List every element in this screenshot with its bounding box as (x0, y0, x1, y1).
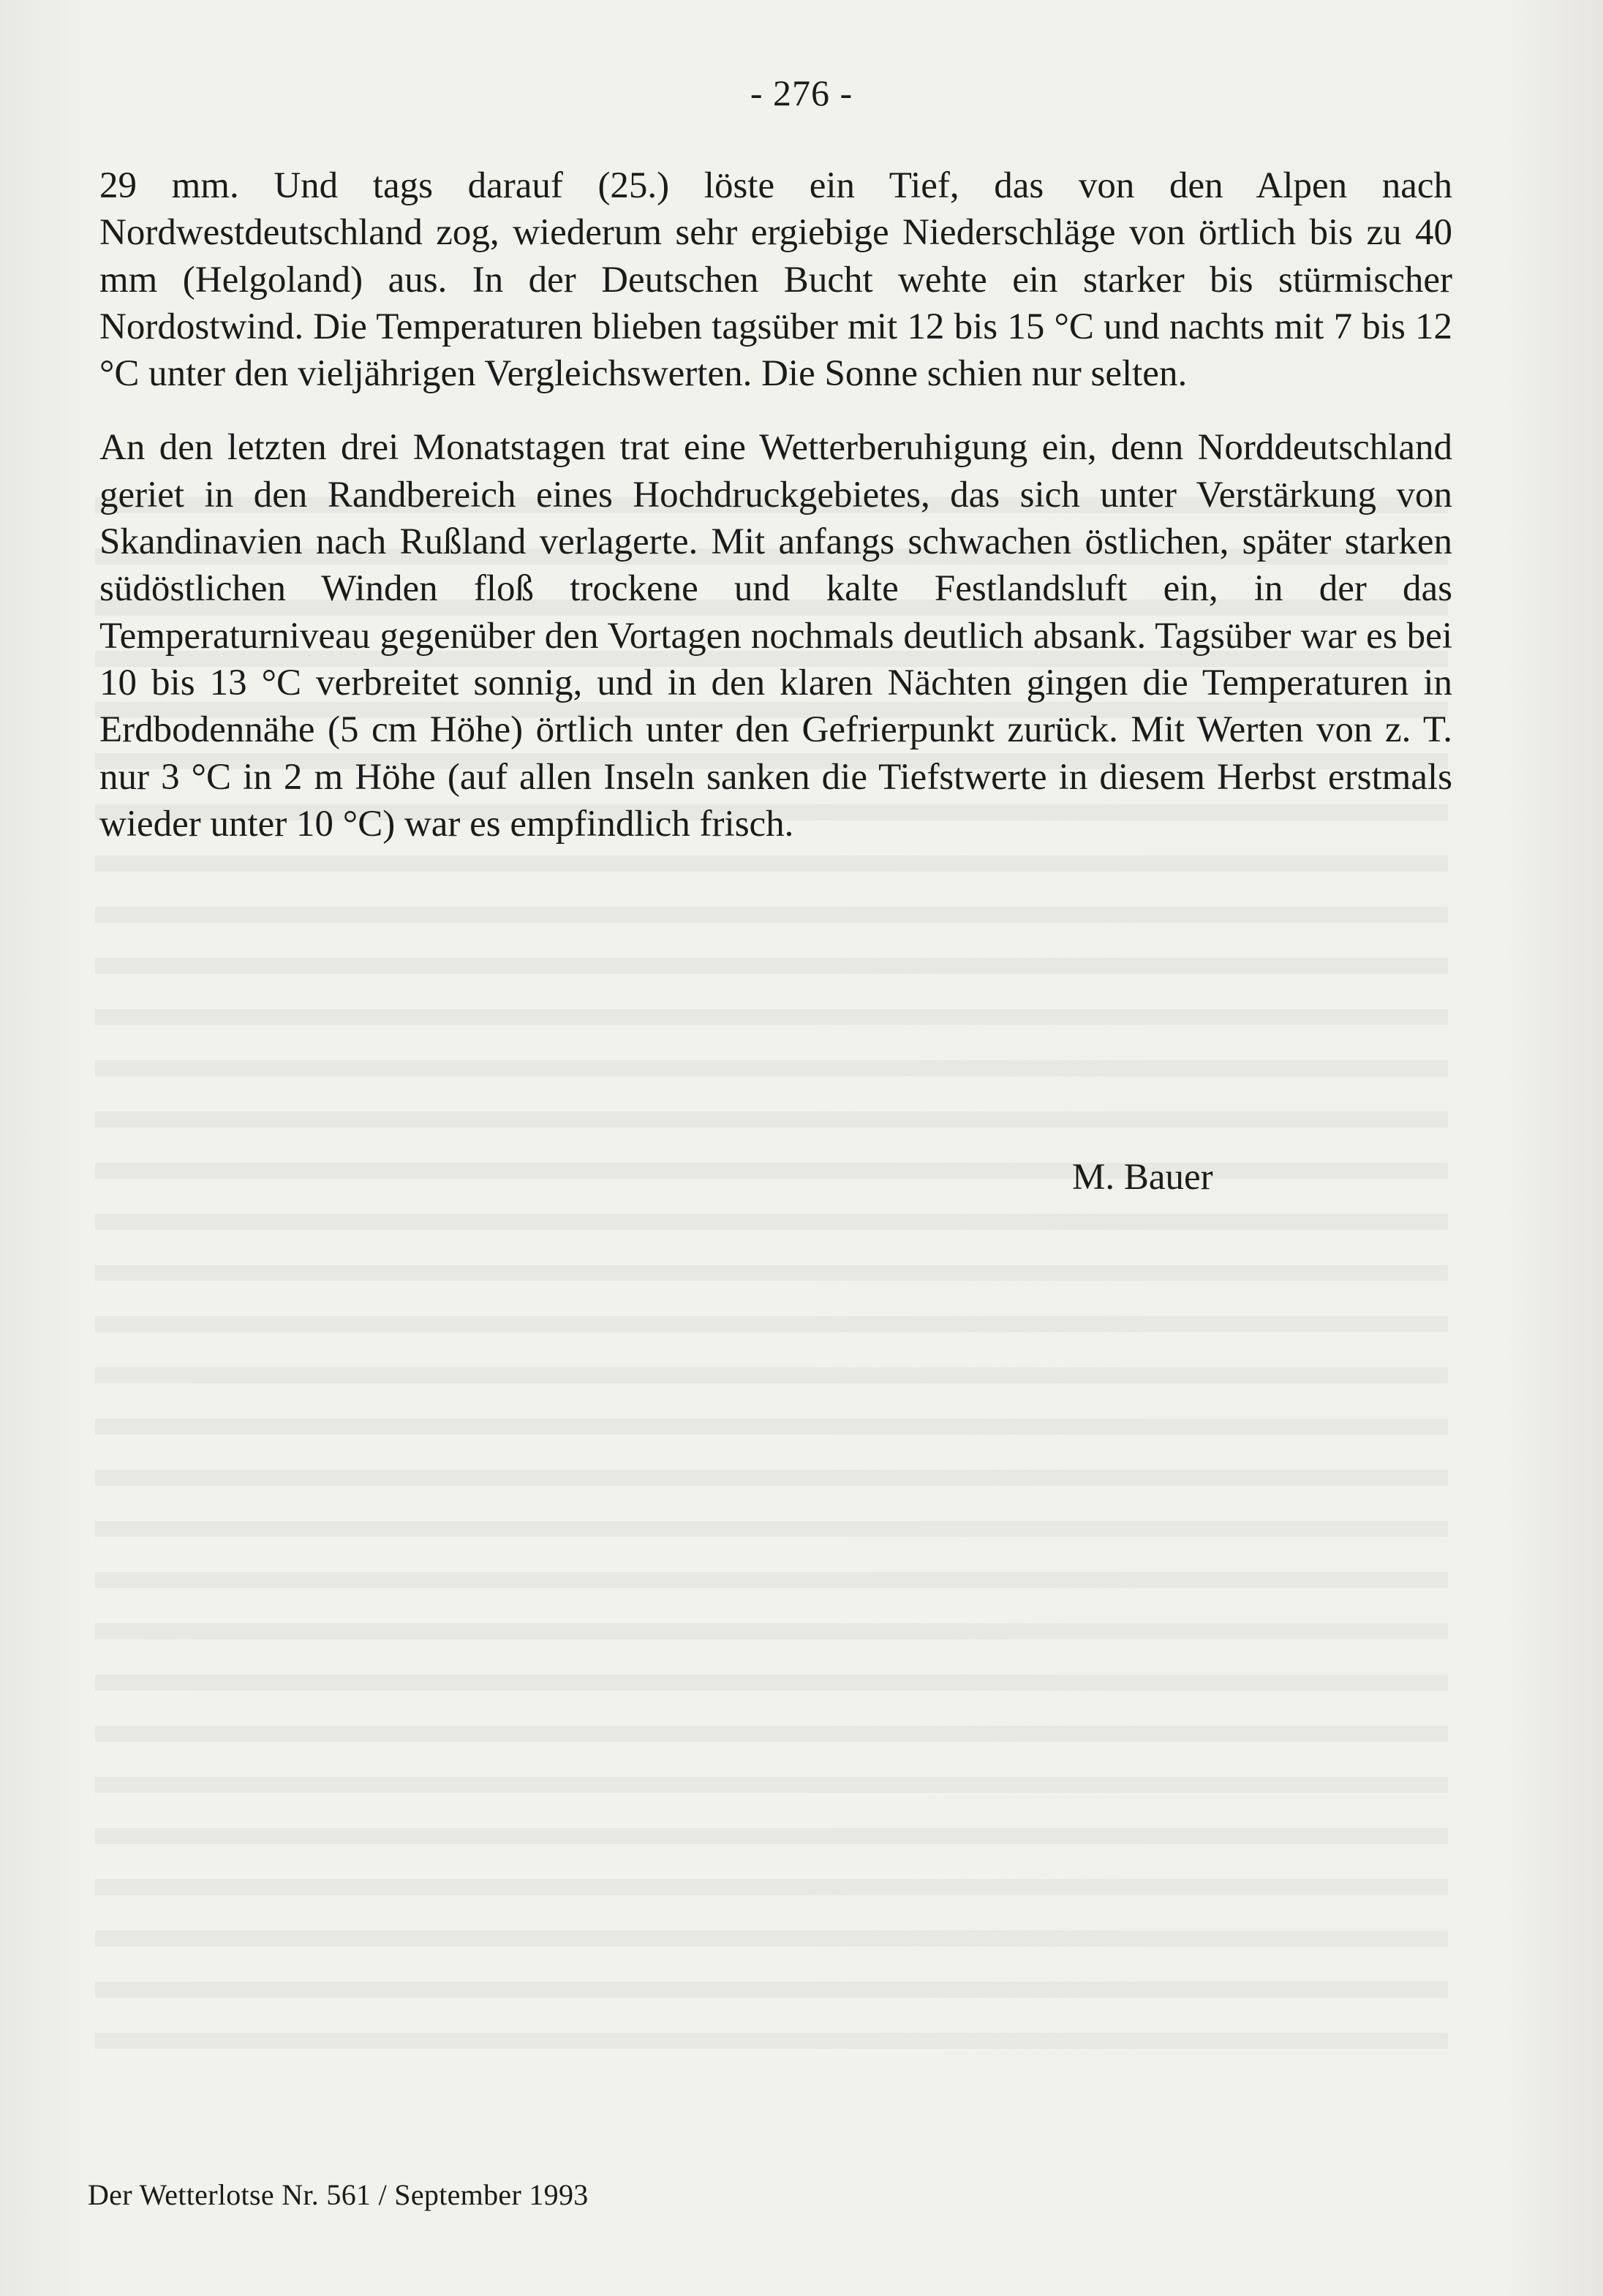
paragraph-2: An den letzten drei Monatstagen trat eine Wetterberuhigung ein, denn Norddeutschland geriet in den Randbereich eines Hochdruckgebietes, das sich unter Verstärkung von Skandinavien nach Rußland verlagerte. Mit anfangs schwachen östlichen, später starken südöstlichen Winden floß trockene und kalte Festlandsluft ein, in der das Temperaturniveau gegenüber den Vortagen nochmals deutlich absank. Tagsüber war es bei 10 bis 13 °C verbreitet sonnig, und in den klaren Nächten gingen die Temperaturen in Erdbodennähe (5 cm Höhe) örtlich unter den Gefrierpunkt zurück. Mit Werten von z. T. nur 3 °C in 2 m Höhe (auf allen Inseln sanken die Tiefstwerte in diesem Herbst erstmals wieder unter 10 °C) war es empfindlich frisch. (99, 427, 1452, 845)
page-number: - 276 - (750, 72, 853, 113)
publication-footer: Der Wetterlotse Nr. 561 / September 1993 (88, 2178, 589, 2211)
author-signature: M. Bauer (1072, 1157, 1213, 1198)
article-body (99, 162, 1452, 847)
paragraph-1: 29 mm. Und tags darauf (25.) löste ein Tief, das von den Alpen nach Nordwestdeutschland zog, wiederum sehr ergiebige Niederschläge von örtlich bis zu 40 mm (Helgoland) aus. In der Deutschen Bucht wehte ein starker bis stürmischer Nordostwind. Die Temperaturen blieben tagsüber mit 12 bis 15 °C und nachts mit 7 bis 12 °C unter den vieljährigen Vergleichswerten. Die Sonne schien nur selten. (99, 165, 1452, 395)
